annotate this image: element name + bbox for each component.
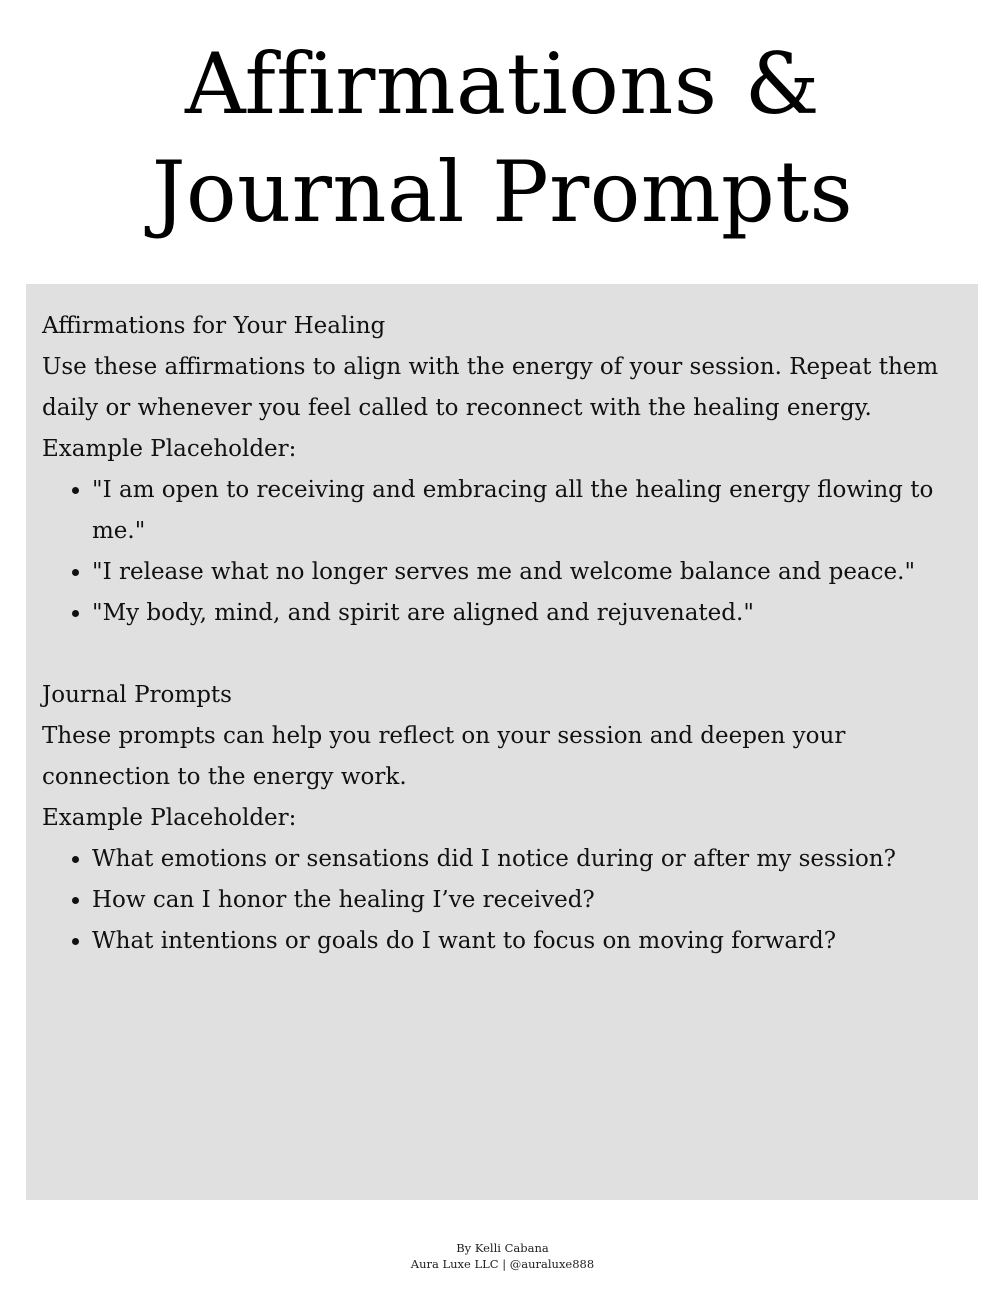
section-spacer — [42, 634, 962, 675]
list-item: • What emotions or sensations did I notice during or after my session? — [92, 839, 962, 880]
affirmations-example-label: Example Placeholder: — [42, 436, 297, 462]
affirmations-intro: Use these affirmations to align with the energy of your session. Repeat them daily or whenever you feel called to reconnect with the healing energy. — [42, 354, 939, 421]
content-panel — [26, 284, 978, 1200]
title-line-1: Affirmations & — [185, 35, 820, 133]
list-item: • "I release what no longer serves me and welcome balance and peace." — [92, 552, 962, 593]
list-item: • "I am open to receiving and embracing all the healing energy flowing to me." — [92, 470, 962, 552]
list-item: • How can I honor the healing I’ve received? — [92, 880, 962, 921]
list-item: • "My body, mind, and spirit are aligned and rejuvenated." — [92, 593, 962, 634]
journal-list — [42, 839, 962, 962]
title-line-2: Journal Prompts — [151, 143, 854, 241]
affirmations-list — [42, 470, 962, 634]
journal-example-label: Example Placeholder: — [42, 805, 297, 831]
list-item: • What intentions or goals do I want to focus on moving forward? — [92, 921, 962, 962]
footer — [0, 1240, 1005, 1272]
affirmations-heading: Affirmations for Your Healing — [42, 313, 386, 339]
footer-company: Aura Luxe LLC | @auraluxe888 — [410, 1257, 595, 1271]
footer-author: By Kelli Cabana — [456, 1241, 549, 1255]
journal-intro: These prompts can help you reflect on your session and deepen your connection to the energy work. — [42, 723, 846, 790]
page-title — [0, 30, 1005, 246]
journal-heading: Journal Prompts — [42, 682, 232, 708]
